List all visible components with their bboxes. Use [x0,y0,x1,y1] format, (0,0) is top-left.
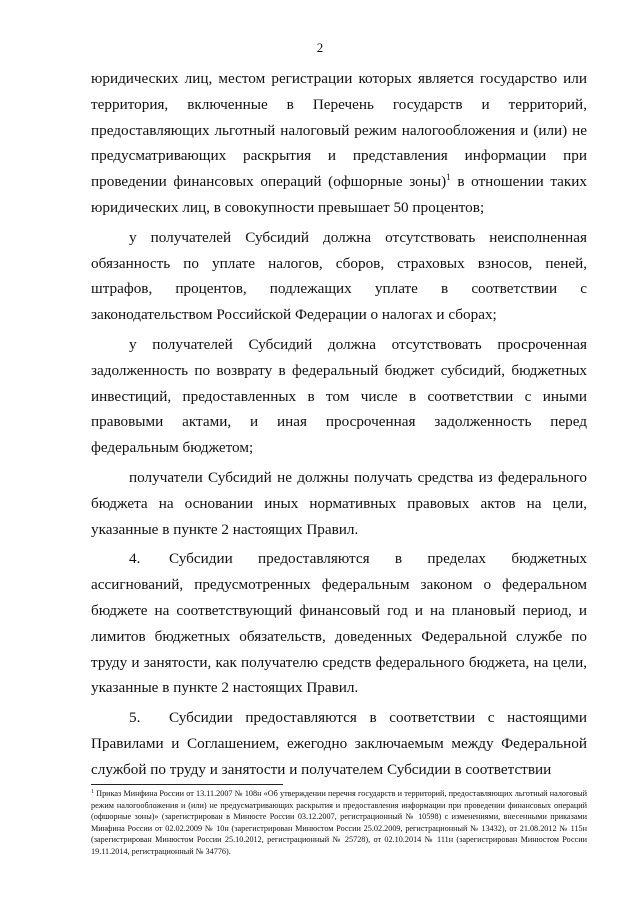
paragraph-item-4 [91,546,587,701]
paragraph-continuation [91,66,587,221]
paragraph-text: в отношении таких юридических лиц, в совокупности превышает 50 процентов; [91,173,588,216]
footnote-marker: 1 [91,789,94,795]
paragraph-overdue-debt: у получателей Субсидий должна отсутствовать просроченная задолженность по возврату в федеральный бюджет субсидий, бюджетных инвестиций, предоставленных в том числе в соответствии с иными правовыми актами, и иная просроченная задолженность перед федеральным бюджетом; [91,335,587,457]
footnote [91,788,587,858]
paragraph-item-5 [91,705,587,782]
footnote-reference[interactable]: 1 [446,172,451,183]
paragraph-text: юридических лиц, местом регистрации которых является государство или территория, включенные в Перечень государств и территорий, предоставляющих льготный налоговый режим налогообложения и (или) не предусматривающих раскрытия и представления информации при проведении финансовых операций (офшорные зоны) [91,70,587,191]
footnote-text: Приказ Минфина России от 13.11.2007 № 108н «Об утверждении перечня государств и территорий, предоставляющих льготный налоговый режим налогообложения и (или) не предусматривающих раскрытия и предоставления информации при проведении финансовых операций (офшорные зоны)» (зарегистрирован в Минюсте России 03.12.2007, регистрационный № 10598) с изменениями, внесенными приказами Минфина России от 02.02.2009 № 10н (зарегистрирован Минюстом России 25.02.2009, регистрационный № 13432), от 21.08.2012 № 115н (зарегистрирован Минюстом России 25.10.2012, регистрационный № 25728), от 02.10.2014 № 111н (зарегистрирован Минюстом России 19.11.2014, регистрационный № 34776). [91,789,587,856]
footnote-divider [91,784,283,785]
document-body [91,66,587,783]
item-number: 5. [129,709,141,727]
page-number: 2 [316,40,324,55]
paragraph-no-other-funds: получатели Субсидий не должны получать средства из федерального бюджета на основании иных нормативных правовых актов на цели, указанные в пункте 2 настоящих Правил. [91,468,587,538]
paragraph-tax-obligations: у получателей Субсидий должна отсутствовать неисполненная обязанность по уплате налогов, сборов, страховых взносов, пеней, штрафов, процентов, подлежащих уплате в соответствии с законодательством Российской Федерации о налогах и сборах; [91,228,587,324]
item-number: 4. [129,550,141,568]
paragraph-text: Субсидии предоставляются в пределах бюджетных ассигнований, предусмотренных федеральным законом о федеральном бюджете на соответствующий финансовый год и на плановый период, и лимитов бюджетных обязательств, доведенных Федеральной службе по труду и занятости, как получателю средств федерального бюджета, на цели, указанные в пункте 2 настоящих Правил. [91,550,587,697]
paragraph-text: Субсидии предоставляются в соответствии с настоящими Правилами и Соглашением, ежегодно заключаемым между Федеральной службой по труду и занятости и получателем Субсидии в соответствии [91,709,587,778]
